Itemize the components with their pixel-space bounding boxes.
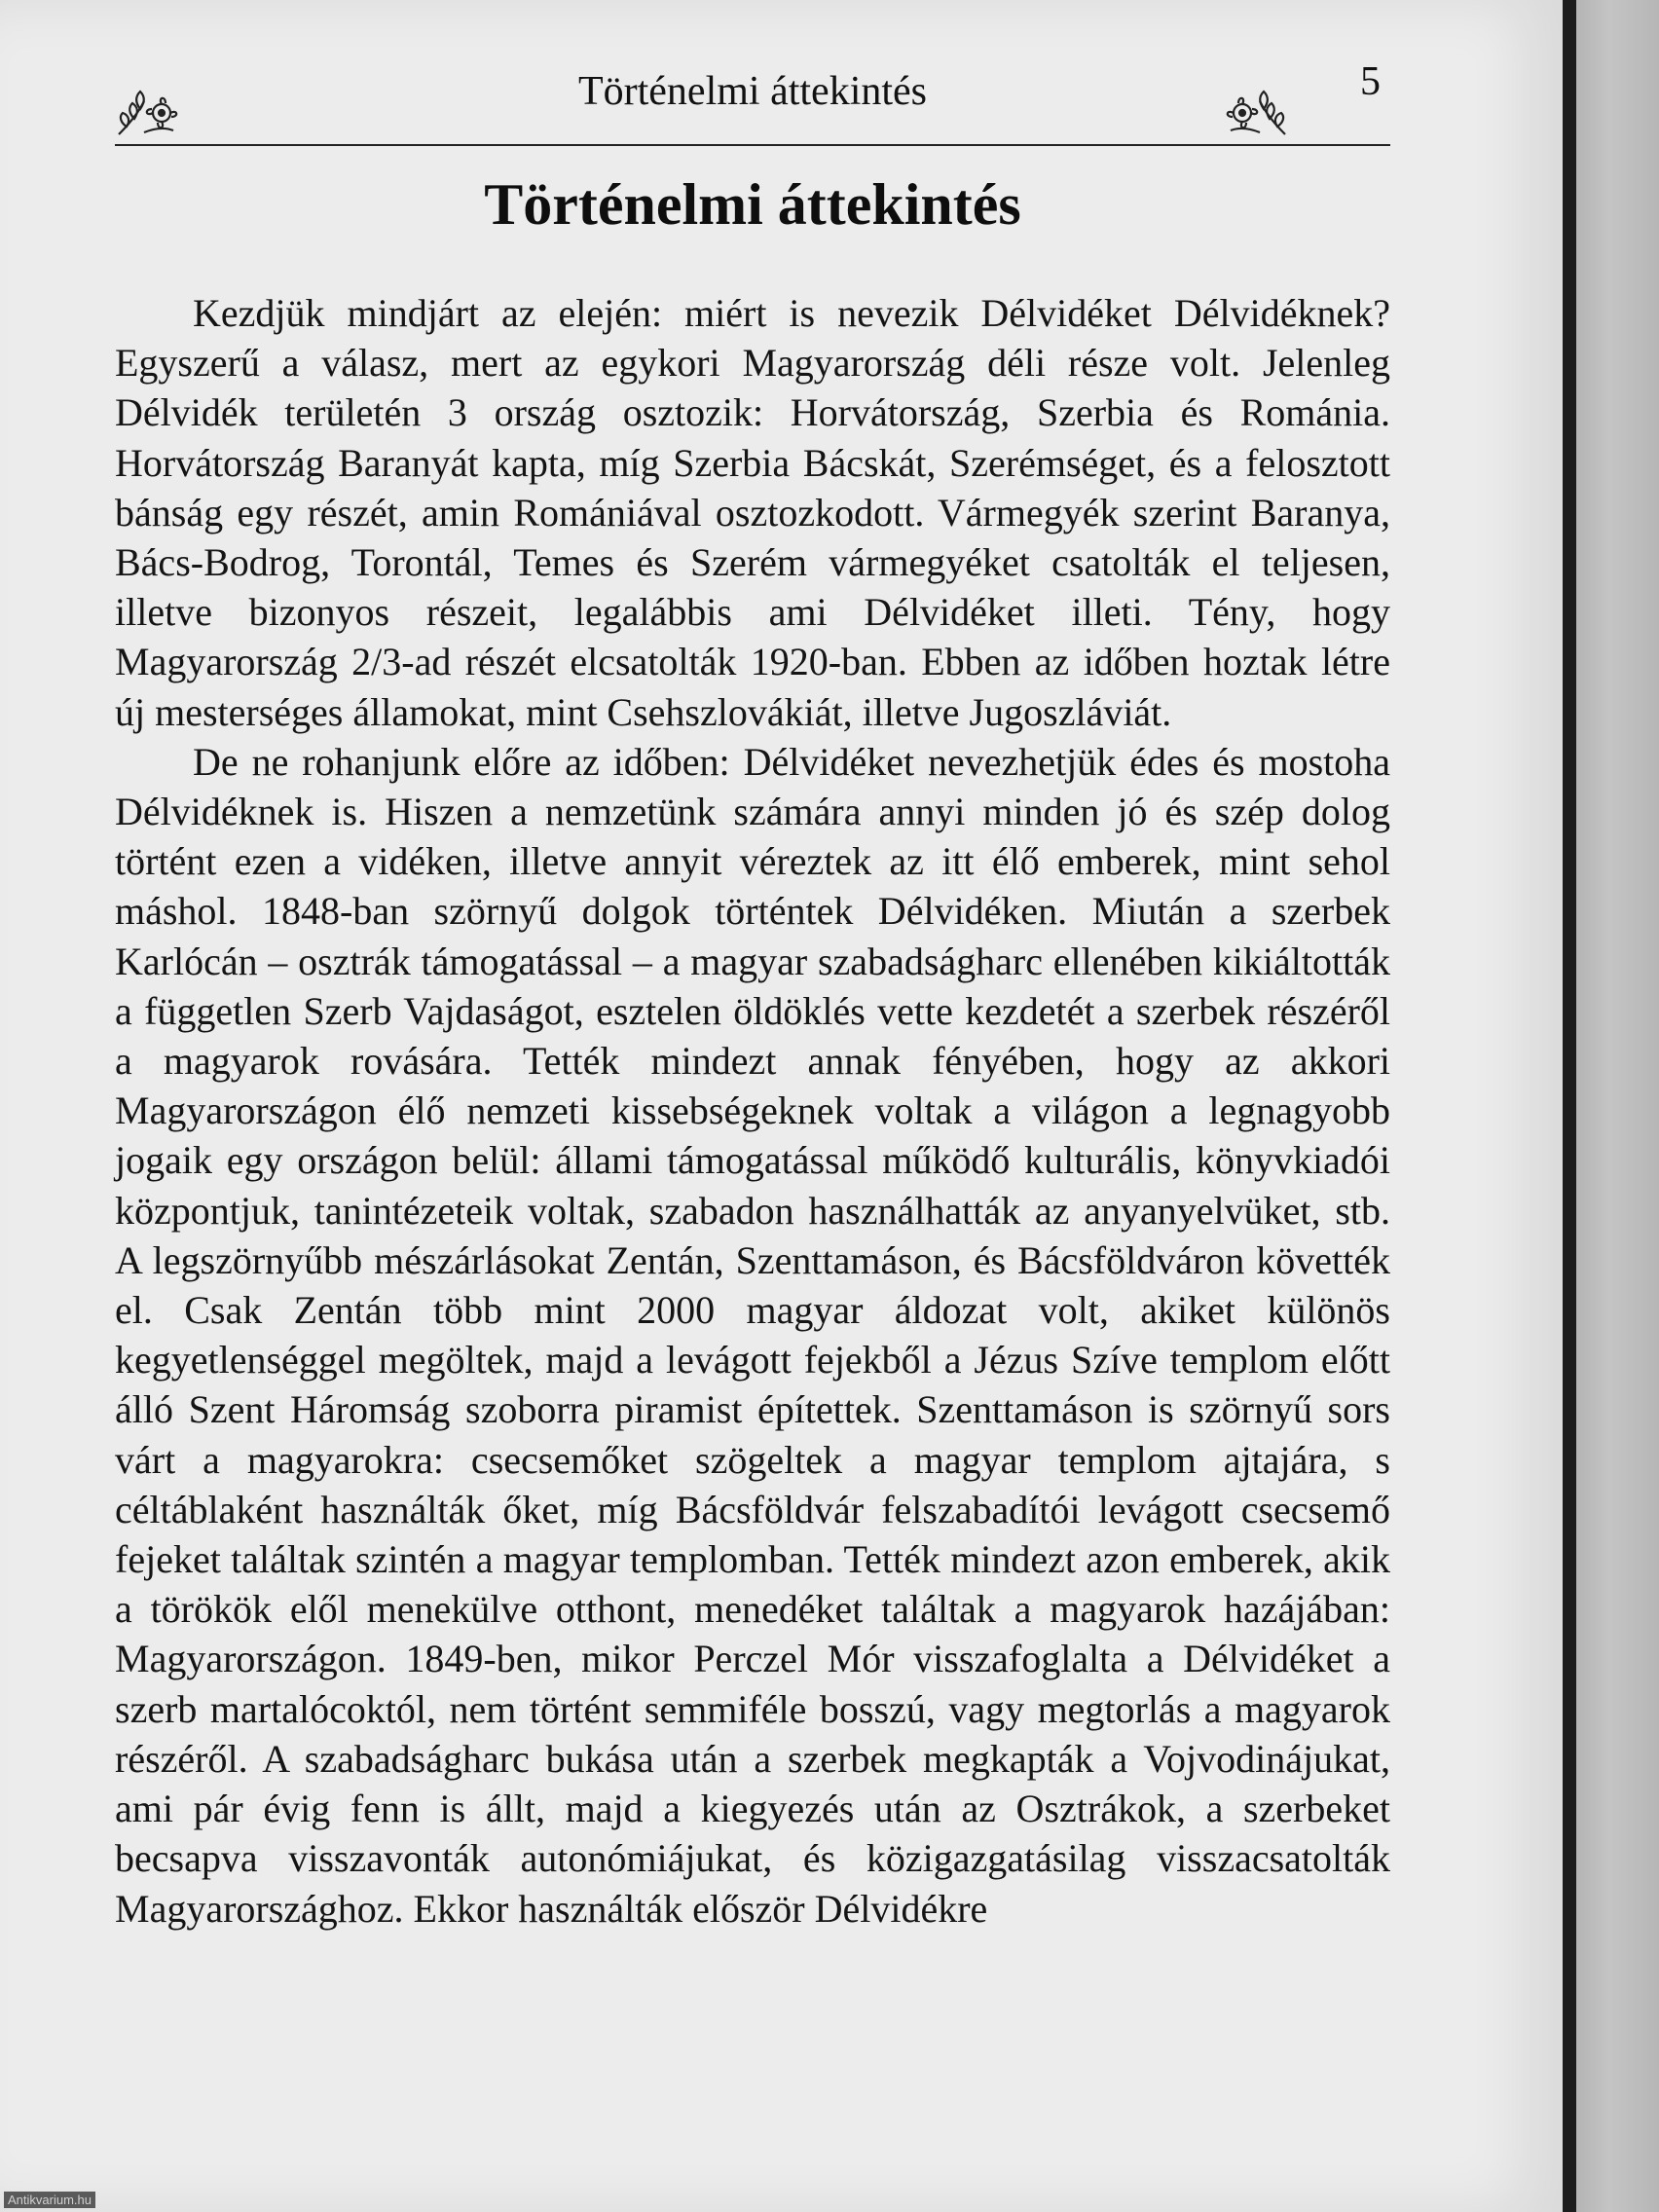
page-header (115, 60, 1390, 146)
running-title: Történelmi áttekintés (577, 69, 928, 114)
chapter-title: Történelmi áttekintés (484, 172, 1021, 237)
page-number: 5 (1360, 59, 1381, 104)
flower-ornament-icon (1223, 74, 1289, 138)
book-spine-edge (1563, 0, 1576, 2212)
paragraph: De ne rohanjunk előre az időben: Délvidéket nevezhetjük édes és mostoha Délvidéknek is. Hiszen a nemzetünk számára annyi minden jó és szép dolog történt ezen a vidéken, illetve annyit véreztek az itt élő emberek, mint sehol máshol. 1848-ban szörnyű dolgok történtek Délvidéken. Miután a szerbek Karlócán – osztrák támogatással – a magyar szabadságharc ellenében kikiáltották a független Szerb Vajdaságot, esztelen öldöklés vette kezdetét a szerbek részéről a magyarok rovására. Tették mindezt annak fényében, hogy az akkori Magyarországon élő nemzeti kissebségeknek voltak a világon a legnagyobb jogaik egy országon belül: állami támogatással működő kulturális, könyvkiadói központjuk, tanintézeteik voltak, szabadon használhatták az anyanyelvüket, stb. A legszörnyűbb mészárlásokat Zentán, Szenttamáson, és Bácsföldváron követték el. Csak Zentán több mint 2000 magyar áldozat volt, akiket különös kegyetlenséggel megöltek, majd a levágott fejekből a Jézus Szíve templom előtt álló Szent Háromság szoborra piramist építettek. Szenttamáson is szörnyű sors várt a magyarokra: csecsemőket szögeltek a magyar templom ajtajára, s céltáblaként használták őket, míg Bácsföldvár felszabadítói levágott csecsemő fejeket találtak szintén a magyar templomban. Tették mindezt azon emberek, akik a törökök elől menekülve otthont, menedéket találtak a magyarok hazájában: Magyarországon. 1849-ben, mikor Perczel Mór visszafoglalta a Délvidéket a szerb martalócoktól, nem történt semmiféle bosszú, vagy megtorlás a magyarok részéről. A szabadságharc bukása után a szerbek megkapták a Vojvodinájukat, ami pár évig fenn is állt, majd a kiegyezés után az Osztrákok, a szerbeket becsapva visszavonták autonómiájukat, és közigazgatásilag visszacsatolták Magyarországhoz. Ekkor használták először Délvidékre (115, 739, 1390, 1931)
watermark: Antikvarium.hu (4, 2192, 95, 2208)
body-text (115, 288, 1390, 1934)
paragraph: Kezdjük mindjárt az elején: miért is nevezik Délvidéket Délvidéknek? Egyszerű a válasz, mert az egykori Magyarország déli része volt. Jelenleg Délvidék területén 3 ország osztozik: Horvátország, Szerbia és Románia. Horvátország Baranyát kapta, míg Szerbia Bácskát, Szerémséget, és a felosztott bánság egy részét, amin Romániával osztozkodott. Vármegyék szerint Baranya, Bács-Bodrog, Torontál, Temes és Szerém vármegyéket csatolták el teljesen, illetve bizonyos részeit, legalábbis ami Délvidéket illeti. Tény, hogy Magyarország 2/3-ad részét elcsatolták 1920-ban. Ebben az időben hoztak létre új mesterséges államokat, mint Csehszlovákiát, illetve Jugoszláviát. (115, 291, 1390, 734)
book-cover-edge (1576, 0, 1659, 2212)
